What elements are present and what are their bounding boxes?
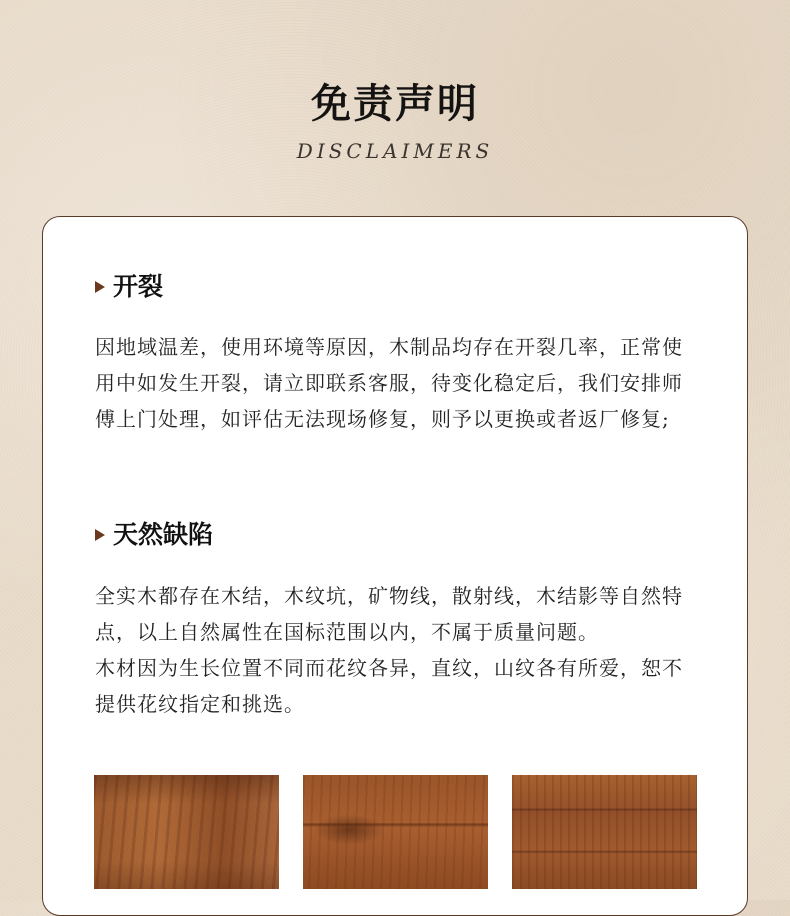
section-paragraph: 因地域温差，使用环境等原因，木制品均存在开裂几率，正常使用中如发生开裂，请立即联系客服，待变化稳定后，我们安排师傅上门处理，如评估无法现场修复，则予以更换或者返厂修复;: [95, 335, 683, 431]
wood-grain-image: [94, 775, 279, 889]
triangle-bullet-icon: [95, 529, 105, 541]
wood-grain-image: [303, 775, 488, 889]
triangle-bullet-icon: [95, 281, 105, 293]
section-heading-cracking: [95, 271, 163, 303]
wood-grain-image: [512, 775, 697, 889]
section-heading-natural-defects: [95, 519, 213, 551]
section-title: 开裂: [113, 272, 164, 301]
section-title: 天然缺陷: [113, 520, 214, 549]
page-subtitle: DISCLAIMERS: [296, 139, 494, 163]
section-paragraph: 木材因为生长位置不同而花纹各异，直纹，山纹各有所爱，恕不提供花纹指定和挑选。: [95, 656, 683, 716]
header: [0, 78, 790, 164]
disclaimer-card: [42, 216, 748, 916]
page-title: 免责声明: [311, 80, 479, 127]
section-paragraph: 全实木都存在木结，木纹坑，矿物线，散射线，木结影等自然特点，以上自然属性在国标范围以内，不属于质量问题。: [95, 584, 683, 644]
